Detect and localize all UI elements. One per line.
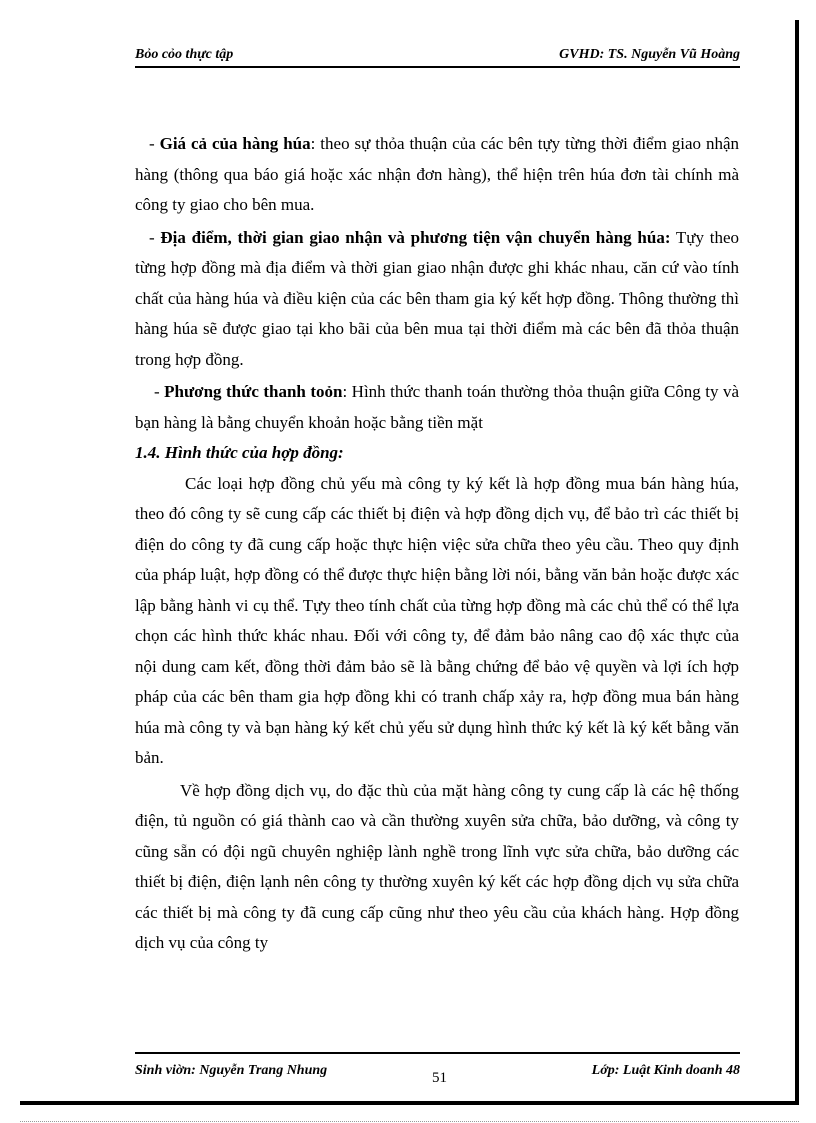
paragraph-delivery: - Địa điểm, thời gian giao nhận và phương tiện vận chuyển hàng húa: Tựy theo từng hợp đồng mà địa điểm và thời gian giao nhận được ghi khác nhau, căn cứ vào tính chất của hàng húa và điều kiện của các bên tham gia ký kết hợp đồng. Thông thường thì hàng húa sẽ được giao tại kho bãi của bên mua tại thời điểm mà các bên đã thỏa thuận trong hợp đồng. — [135, 227, 739, 369]
section-heading: 1.4. Hình thức của hợp đồng: — [135, 443, 344, 462]
delivery-label: Địa điểm, thời gian giao nhận và phương tiện vận chuyển hàng húa: — [160, 227, 671, 247]
page-border-right — [795, 20, 799, 1105]
paragraph-contract-types: Các loại hợp đồng chủ yếu mà công ty ký kết là hợp đồng mua bán hàng húa, theo đó công ty sẽ cung cấp các thiết bị điện và hợp đồng dịch vụ, để bảo trì các thiết bị điện do công ty đã cung cấp hoặc thực hiện việc sửa chữa theo yêu cầu. Theo quy định của pháp luật, hợp đồng có thể được thực hiện bằng lời nói, bằng văn bản hoặc được xác lập bằng hành vi cụ thể. Tựy theo tính chất của từng hợp đồng mà các chủ thể có thể lựa chọn các hình thức khác nhau. Đối với công ty, để đảm bảo nâng cao độ xác thực của nội dung cam kết, đồng thời đảm bảo sẽ là bằng chứng để bảo vệ quyền và lợi ích hợp pháp của các bên tham gia hợp đồng khi có tranh chấp xảy ra, hợp đồng mua bán hàng húa mà công ty và bạn hàng ký kết chủ yếu sử dụng hình thức ký kết là ký kết bằng văn bản. — [135, 473, 739, 767]
price-label: Giá cả của hàng húa — [159, 134, 311, 153]
price-text: : theo sự thỏa thuận của các bên tựy từng thời điểm giao nhận hàng (thông qua báo giá hoặc xác nhận đơn hàng), thể hiện trên húa đơn tài chính mà công ty giao cho bên mua. — [135, 134, 739, 214]
footer-student: Sinh viờn: Nguyễn Trang Nhung — [135, 1063, 328, 1078]
footer-class: Lớp: Luật Kinh doanh 48 — [591, 1063, 740, 1078]
header-supervisor: GVHD: TS. Nguyễn Vũ Hoàng — [559, 47, 740, 62]
paragraph-payment: - Phương thức thanh toỏn: Hình thức thanh toán thường thỏa thuận giữa Công ty và bạn hàng là bằng chuyển khoản hoặc bằng tiền mặt — [135, 382, 739, 432]
payment-text: : Hình thức thanh toán thường thỏa thuận giữa Công ty và bạn hàng là bằng chuyển khoản hoặc bằng tiền mặt — [135, 382, 739, 432]
page-footer — [135, 1052, 740, 1086]
page-header — [135, 46, 740, 68]
page-body — [135, 129, 739, 959]
page-bottom-dotted-line — [20, 1121, 799, 1122]
delivery-text: Tựy theo từng hợp đồng mà địa điểm và thời gian giao nhận được ghi khác nhau, căn cứ vào tính chất của hàng húa và điều kiện của các bên tham gia ký kết hợp đồng. Thông thường thì hàng húa sẽ được giao tại kho bãi của bên mua tại thời điểm mà các bên đã thỏa thuận trong hợp đồng. — [135, 227, 739, 369]
page-border-bottom — [20, 1101, 799, 1105]
paragraph-service-contracts: Về hợp đồng dịch vụ, do đặc thù của mặt hàng công ty cung cấp là các hệ thống điện, tủ nguồn có giá thành cao và cần thường xuyên sửa chữa, bảo dưỡng, và công ty cũng sẵn có đội ngũ chuyên nghiệp lành nghề trong lĩnh vực sửa chữa, bảo dưỡng các thiết bị điện, điện lạnh nên công ty thường xuyên ký kết các hợp đồng dịch vụ sửa chữa các thiết bị mà công ty đã cung cấp cũng như theo yêu cầu của khách hàng. Hợp đồng dịch vụ của công ty — [135, 780, 739, 952]
page-number: 51 — [432, 1070, 447, 1086]
payment-label: Phương thức thanh toỏn — [164, 382, 343, 401]
paragraph-price: - Giá cả của hàng húa: theo sự thỏa thuận của các bên tựy từng thời điểm giao nhận hàng (thông qua báo giá hoặc xác nhận đơn hàng), thể hiện trên húa đơn tài chính mà công ty giao cho bên mua. — [135, 134, 739, 214]
header-report-title: Bỏo cỏo thực tập — [135, 47, 234, 62]
